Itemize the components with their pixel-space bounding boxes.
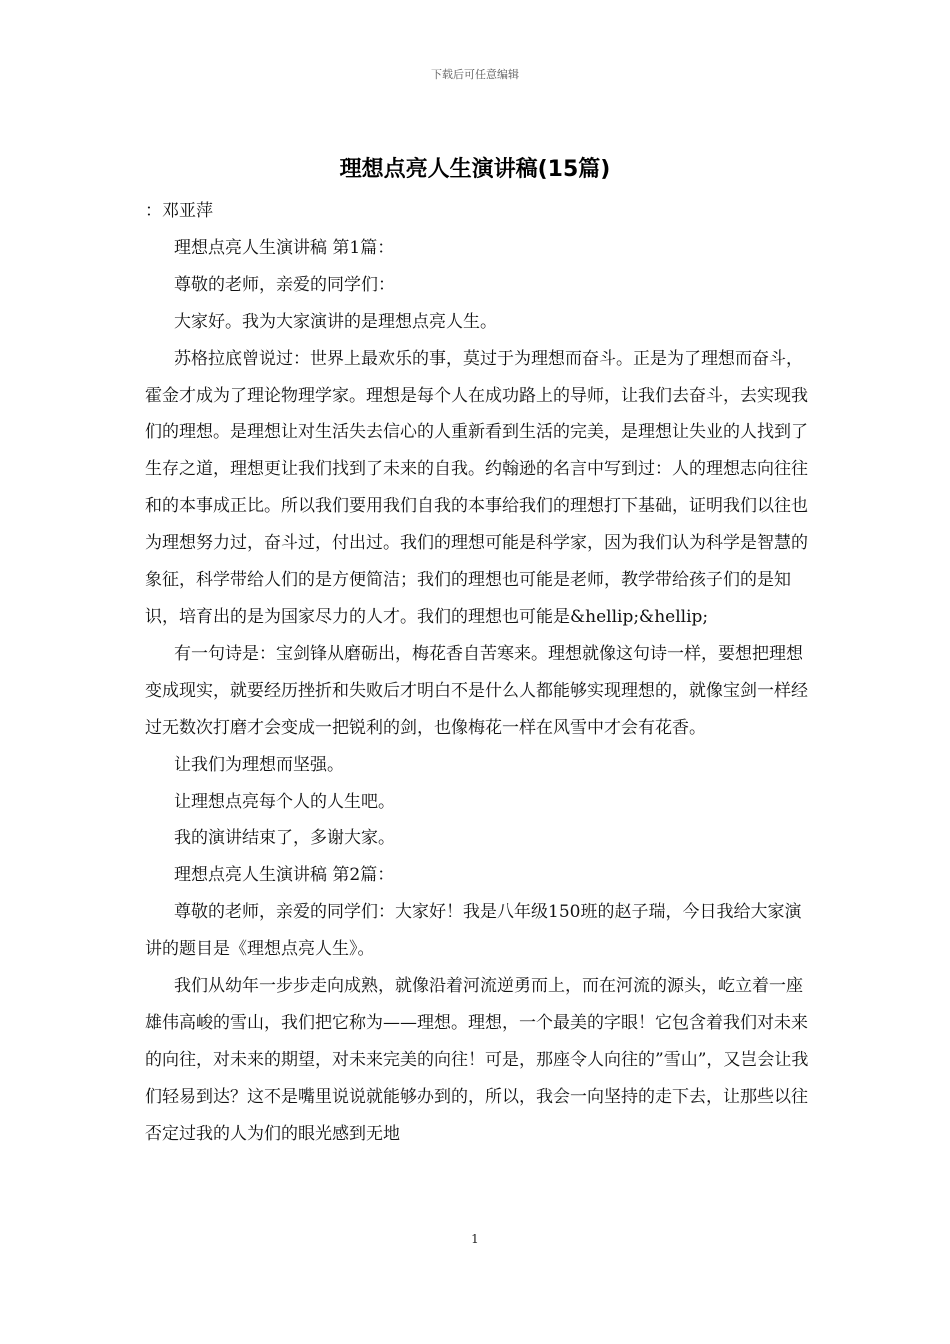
paragraph: 大家好。我为大家演讲的是理想点亮人生。 bbox=[174, 311, 497, 332]
paragraph: 尊敬的老师，亲爱的同学们：大家好！我是八年级150班的赵子瑞，今日我给大家演讲的题目是《理想点亮人生》。 bbox=[145, 902, 802, 960]
paragraph: 苏格拉底曾说过：世界上最欢乐的事，莫过于为理想而奋斗。正是为了理想而奋斗，霍金才成为了理论物理学家。理想是每个人在成功路上的导师，让我们去奋斗，去实现我们的理想。是理想让对生活失去信心的人重新看到生活的完美，是理想让失业的人找到了生存之道，理想更让我们找到了未来的自我。约翰逊的名言中写到过：人的理想志向往往和的本事成正比。所以我们要用我们自我的本事给我们的理想打下基础，证明我们以往也为理想努力过，奋斗过，付出过。我们的理想可能是科学家，因为我们认为科学是智慧的象征，科学带给人们的是方便简洁；我们的理想也可能是老师，教学带给孩子们的是知识，培育出的是为国家尽力的人才。我们的理想也可能是&hellip;&hellip; bbox=[145, 348, 808, 627]
paragraph: 让理想点亮每个人的人生吧。 bbox=[174, 791, 395, 812]
paragraph: 让我们为理想而坚强。 bbox=[174, 754, 344, 775]
paragraph: 我们从幼年一步步走向成熟，就像沿着河流逆勇而上，而在河流的源头，屹立着一座雄伟高峻的雪山，我们把它称为——理想。理想，一个最美的字眼！它包含着我们对未来的向往，对未来的期望，对未来完美的向往！可是，那座令人向往的”雪山”，又岂会让我们轻易到达？这不是嘴里说说就能够办到的，所以，我会一向坚持的走下去，让那些以往否定过我的人为们的眼光感到无地 bbox=[145, 976, 809, 1144]
salutation: 尊敬的老师，亲爱的同学们： bbox=[174, 274, 395, 295]
header-note: 下载后可任意编辑 bbox=[431, 68, 519, 81]
page-number: 1 bbox=[471, 1232, 479, 1246]
document-body bbox=[145, 193, 810, 1153]
paragraph: 有一句诗是：宝剑锋从磨砺出，梅花香自苦寒来。理想就像这句诗一样，要想把理想变成现实，就要经历挫折和失败后才明白不是什么人都能够实现理想的，就像宝剑一样经过无数次打磨才会变成一把锐利的剑，也像梅花一样在风雪中才会有花香。 bbox=[145, 643, 808, 738]
author-line: ：邓亚萍 bbox=[145, 201, 213, 221]
paragraph: 我的演讲结束了，多谢大家。 bbox=[174, 828, 395, 849]
section-heading: 理想点亮人生演讲稿 第2篇： bbox=[174, 865, 395, 886]
section-heading: 理想点亮人生演讲稿 第1篇： bbox=[174, 237, 395, 258]
page-title: 理想点亮人生演讲稿(15篇) bbox=[339, 157, 611, 182]
